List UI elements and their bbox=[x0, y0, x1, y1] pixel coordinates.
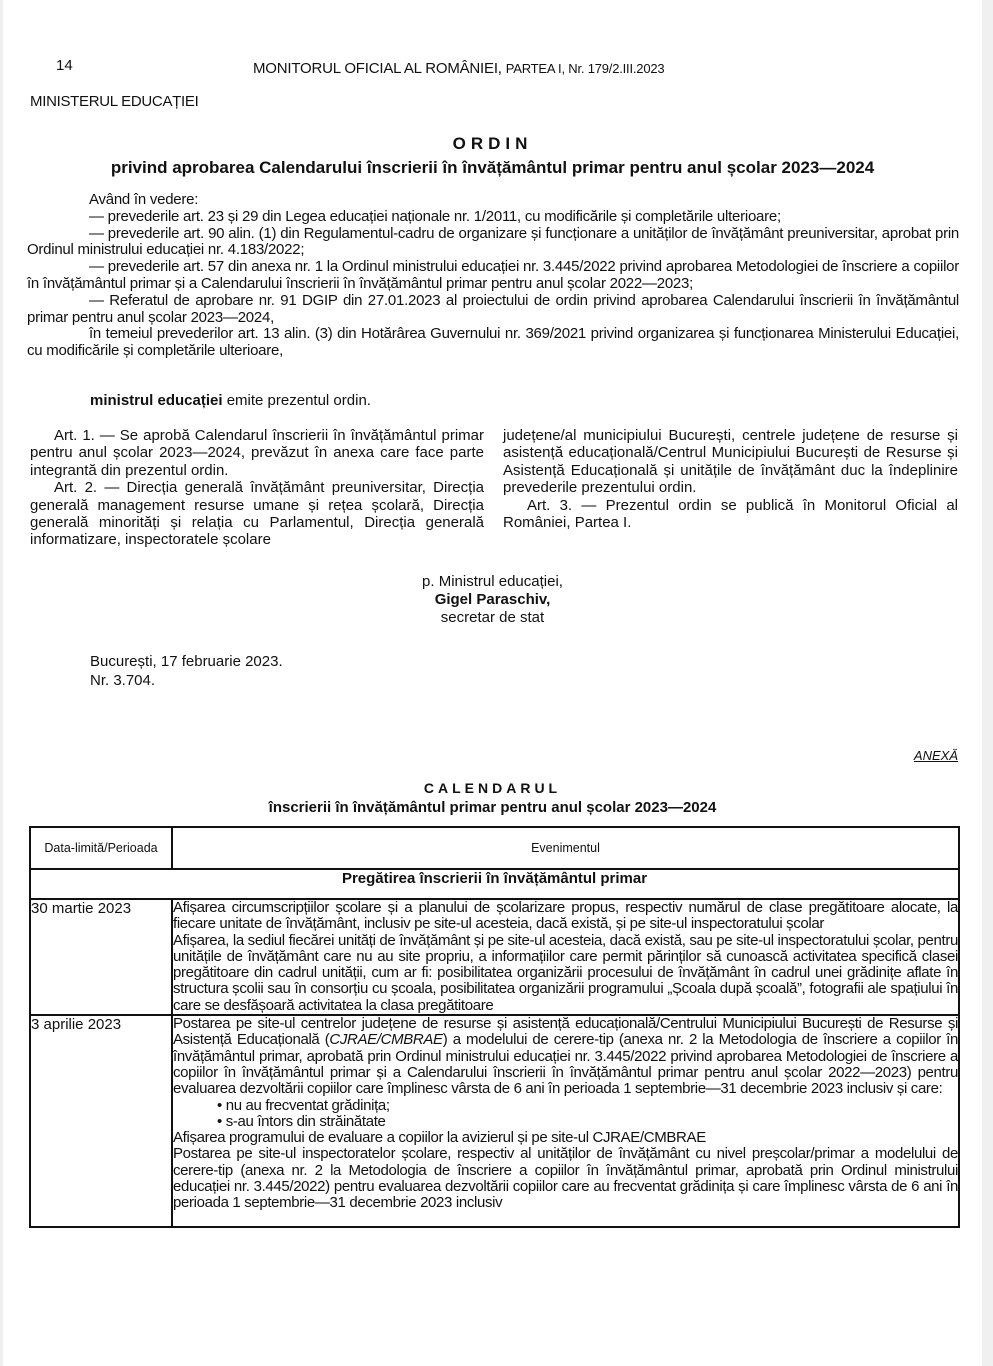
preamble-intro: Având în vedere: bbox=[89, 191, 199, 208]
signatory-name: Gigel Paraschiv, bbox=[434, 591, 551, 608]
annex-title: CALENDARUL bbox=[423, 780, 562, 796]
table-row bbox=[30, 899, 959, 1015]
annex-subtitle: înscrierii în învățământul primar pentru anul școlar 2023—2024 bbox=[268, 799, 717, 816]
event-paragraph: Afișarea circumscripțiilor școlare și a planului de școlarizare propus, respectiv numărul de clase pregătitoare alocate, la fiecare unitate de învățământ, inclusiv pe site-ul acesteia, dacă există, și pe site-ul inspectoratului școlar bbox=[173, 899, 958, 933]
signature-block bbox=[3, 573, 982, 627]
table-section-row bbox=[30, 869, 959, 899]
event-paragraph: Afișarea programului de evaluare a copiilor la avizierul și pe site-ul CJRAE/CMBRAE bbox=[173, 1129, 706, 1147]
annex-label: ANEXĂ bbox=[913, 748, 958, 763]
articles-left-column bbox=[30, 427, 484, 549]
calendar-table bbox=[29, 826, 960, 1228]
publication-part: PARTEA I, Nr. 179/2.III.2023 bbox=[505, 61, 665, 76]
event-bullet-list bbox=[173, 1098, 958, 1131]
issuing-statement bbox=[90, 392, 371, 409]
event-text: ) a modelului de cerere-tip (anexa nr. 2 la Metodologia de înscriere a copiilor în învățământul primar, aprobată prin Ordinul ministrului educației nr. 3.445/2022 privind aprobarea Metodologiei de înscriere a copiilor în învățământul primar și a Calendarului înscrierii în învățământul primar pentru anul școlar 2022—2023) pentru evaluarea dezvoltării copiilor care împlinesc vârsta de 6 ani în perioada 1 septembrie—31 decembrie 2023 inclusiv și care: bbox=[173, 1031, 958, 1098]
row-date: 3 aprilie 2023 bbox=[30, 1015, 172, 1227]
place-date: București, 17 februarie 2023. bbox=[90, 653, 283, 670]
signatory-role: secretar de stat bbox=[440, 609, 545, 626]
bullet-item: • s-au întors din străinătate bbox=[217, 1114, 958, 1130]
section-title: Pregătirea înscrierii în învățământul primar bbox=[30, 869, 959, 899]
publication-header bbox=[253, 60, 664, 77]
event-paragraph bbox=[173, 1016, 958, 1097]
preamble-item: — prevederile art. 57 din anexa nr. 1 la Ordinul ministrului educației nr. 3.445/2022 privind aprobarea Metodologiei de înscriere a copiilor în învățământul primar și a Calendarului înscrierii în învățământul primar pentru anul școlar 2022—2023; bbox=[27, 258, 959, 292]
row-event bbox=[172, 899, 959, 1015]
bullet-item: • nu au frecventat grădinița; bbox=[217, 1098, 958, 1114]
column-header-event: Evenimentul bbox=[172, 827, 959, 869]
article-3: Art. 3. — Prezentul ordin se publică în Monitorul Oficial al României, Partea I. bbox=[503, 496, 958, 532]
event-paragraph: Postarea pe site-ul inspectoratelor școlare, respectiv al unităților de învățământ cu nivel preșcolar/primar a modelului de cerere-tip (anexa nr. 2 la Metodologia de înscriere a copiilor în învățământul primar, aprobată prin Ordinul ministrului educației nr. 3.445/2022) pentru evaluarea dezvoltării copiilor care au frecventat grădinița și care împlinesc vârsta de 6 ani în perioada 1 septembrie—31 decembrie 2023 inclusiv bbox=[173, 1145, 958, 1212]
article-1: Art. 1. — Se aprobă Calendarul înscrierii în învățământul primar pentru anul școlar 2023—2024, prevăzut în anexa care face parte integrantă din prezentul ordin. bbox=[30, 427, 484, 479]
articles-right-column bbox=[503, 427, 958, 531]
event-abbreviation: CJRAE/CMBRAE bbox=[329, 1031, 443, 1049]
signature-title: p. Ministrul educației, bbox=[422, 573, 563, 590]
preamble bbox=[27, 192, 959, 360]
event-text: Postarea pe site-ul centrelor județene de resurse și asistență educațională/Centrului Municipiului București de Resurse și Asistență Educațională ( bbox=[173, 1015, 958, 1049]
issuing-text: emite prezentul ordin. bbox=[222, 392, 371, 409]
row-date: 30 martie 2023 bbox=[30, 899, 172, 1015]
table-row bbox=[30, 1015, 959, 1227]
order-title: ORDIN bbox=[452, 134, 533, 153]
row-event bbox=[172, 1015, 959, 1227]
event-paragraph: Afișarea, la sediul fiecărei unități de învățământ și pe site-ul acesteia, dacă există, sau pe site-ul inspectoratului școlar, pentru unitățile de învățământ care nu au site propriu, a informațiilor care permit părinților să cunoască activitatea specifică clasei pregătitoare din cadrul unității, cum ar fi: posibilitatea organizării procesului de învățământ în cadrul unei grădinițe aflate în structura școlii sau în consorțiu cu școala, posibilitatea organizării programului „Școala după școală”, fotografii ale spațiului în care se desfășoară activitatea la clasa pregătitoare bbox=[173, 931, 958, 1014]
issuer-name: MINISTERUL EDUCAȚIEI bbox=[30, 93, 199, 110]
page-number: 14 bbox=[56, 57, 73, 74]
place-date-block bbox=[90, 652, 283, 690]
order-subtitle: privind aprobarea Calendarului înscrierii în învățământul primar pentru anul școlar 2023—2024 bbox=[110, 158, 875, 177]
document-page bbox=[3, 0, 982, 1366]
issuing-authority: ministrul educației bbox=[90, 392, 223, 409]
article-2-part1: Art. 2. — Direcția generală învățământ preuniversitar, Direcția generală management resurse umane și rețea școlară, Direcția generală minorități și relația cu Parlamentul, Direcția generală informatizare, inspectoratele școlare bbox=[30, 479, 484, 549]
column-header-date: Data-limită/Perioada bbox=[30, 827, 172, 869]
article-2-part2: județene/al municipiului București, centrele județene de resurse și asistență educațională/Centrul Municipiului București de Resurse și Asistență Educațională și unitățile de învățământ duc la îndeplinire prevederile prezentului ordin. bbox=[503, 427, 958, 497]
publication-main: MONITORUL OFICIAL AL ROMÂNIEI, bbox=[253, 60, 506, 77]
preamble-item: — prevederile art. 23 și 29 din Legea educației naționale nr. 1/2011, cu modificările și completările ulterioare; bbox=[89, 207, 781, 225]
preamble-item: în temeiul prevederilor art. 13 alin. (3) din Hotărârea Guvernului nr. 369/2021 privind organizarea și funcționarea Ministerului Educației, cu modificările și completările ulterioare, bbox=[27, 325, 959, 360]
preamble-item: — Referatul de aprobare nr. 91 DGIP din 27.01.2023 al proiectului de ordin privind aprobarea Calendarului înscrierii în învățământul primar pentru anul școlar 2023—2024, bbox=[27, 291, 959, 326]
preamble-item: — prevederile art. 90 alin. (1) din Regulamentul-cadru de organizare și funcționare a unităților de învățământ preuniversitar, aprobat prin Ordinul ministrului educației nr. 4.183/2022; bbox=[27, 224, 959, 259]
order-number: Nr. 3.704. bbox=[90, 672, 156, 689]
table-header-row bbox=[30, 827, 959, 869]
